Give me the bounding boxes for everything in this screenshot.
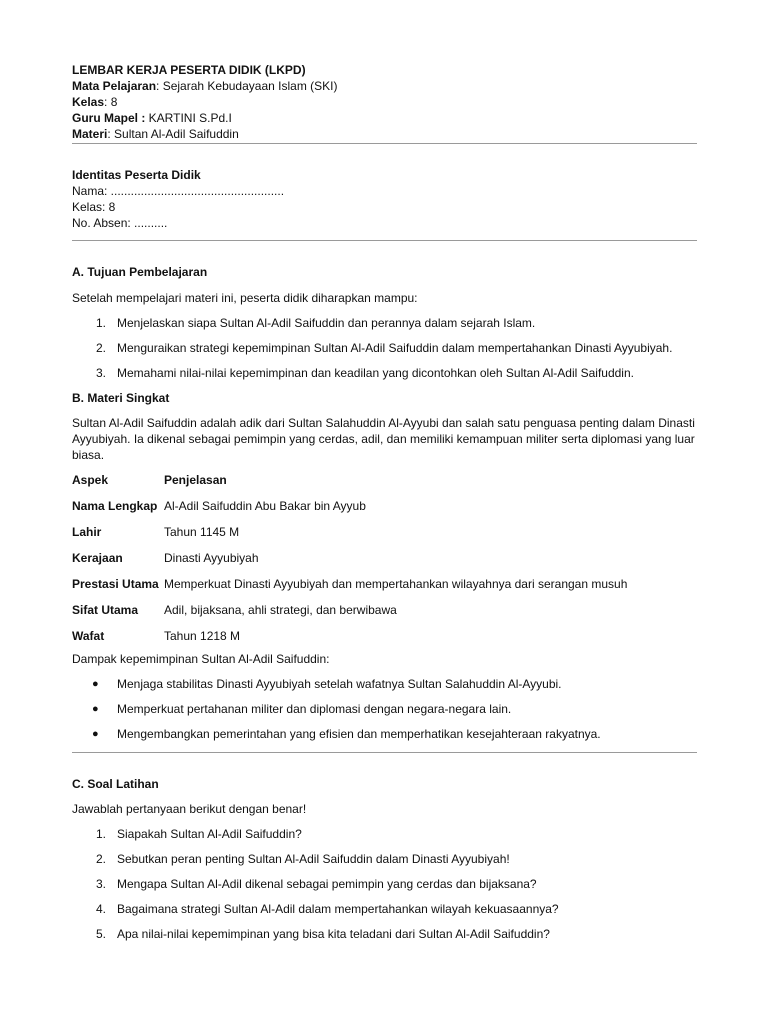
list-number: 2.: [96, 852, 107, 866]
table-cell-aspek: Sifat Utama: [72, 603, 139, 617]
soal-title: C. Soal Latihan: [72, 777, 159, 791]
table-cell-aspek: Kerajaan: [72, 551, 123, 565]
table-row: [72, 576, 627, 602]
bullet-icon: ●: [92, 728, 99, 740]
list-number: 5.: [96, 927, 107, 941]
list-number: 2.: [96, 341, 107, 355]
table-cell-aspek: Wafat: [72, 629, 105, 643]
list-text: Memperkuat pertahanan militer dan diplomasi dengan negara-negara lain.: [117, 702, 512, 716]
list-item: [72, 876, 697, 892]
bullet-icon: ●: [92, 703, 99, 715]
soal-intro: Jawablah pertanyaan berikut dengan benar!: [72, 802, 307, 816]
document-content: [72, 62, 697, 942]
table-cell-penjelasan: Al-Adil Saifuddin Abu Bakar bin Ayyub: [164, 499, 366, 513]
divider: [72, 752, 697, 753]
list-item: [72, 315, 697, 331]
table-cell-penjelasan: Dinasti Ayyubiyah: [164, 551, 259, 565]
mapel-line: [72, 78, 697, 94]
list-item: [72, 901, 697, 917]
table-cell-aspek: Nama Lengkap: [72, 499, 158, 513]
list-text: Menjaga stabilitas Dinasti Ayyubiyah setelah wafatnya Sultan Salahuddin Al-Ayyubi.: [117, 677, 562, 691]
list-text: Apa nilai-nilai kepemimpinan yang bisa kita teladani dari Sultan Al-Adil Saifuddin?: [117, 927, 550, 941]
materi-value: : Sultan Al-Adil Saifuddin: [107, 127, 239, 141]
list-text: Mengembangkan pemerintahan yang efisien dan memperhatikan kesejahteraan rakyatnya.: [117, 727, 601, 741]
list-item: [72, 676, 697, 692]
list-number: 3.: [96, 877, 107, 891]
identitas-nama: Nama: ....................................................: [72, 184, 285, 198]
table-header-penjelasan: Penjelasan: [164, 473, 227, 487]
list-item: [72, 726, 697, 742]
list-item: [72, 851, 697, 867]
list-item: [72, 701, 697, 717]
guru-value: KARTINI S.Pd.I: [145, 111, 232, 125]
list-text: Siapakah Sultan Al-Adil Saifuddin?: [117, 827, 302, 841]
mapel-label: Mata Pelajaran: [72, 79, 157, 93]
list-text: Menjelaskan siapa Sultan Al-Adil Saifuddin dan perannya dalam sejarah Islam.: [117, 316, 536, 330]
list-number: 1.: [96, 316, 107, 330]
table-row: [72, 524, 627, 550]
mapel-value: : Sejarah Kebudayaan Islam (SKI): [156, 79, 338, 93]
table-cell-aspek: Lahir: [72, 525, 102, 539]
table-cell-penjelasan: Tahun 1145 M: [164, 525, 240, 539]
list-number: 3.: [96, 366, 107, 380]
divider: [72, 240, 697, 241]
list-item: [72, 365, 697, 381]
table-row: [72, 498, 627, 524]
table-row: [72, 550, 627, 576]
table-row: [72, 602, 627, 628]
dampak-intro: Dampak kepemimpinan Sultan Al-Adil Saifuddin:: [72, 652, 330, 666]
dampak-list: [72, 676, 697, 742]
table-cell-penjelasan: Adil, bijaksana, ahli strategi, dan berwibawa: [164, 603, 397, 617]
kelas-label: Kelas: [72, 95, 105, 109]
kelas-value: : 8: [104, 95, 118, 109]
table-header-aspek: Aspek: [72, 473, 109, 487]
tujuan-title: A. Tujuan Pembelajaran: [72, 265, 208, 279]
divider: [72, 143, 697, 144]
bullet-icon: ●: [92, 678, 99, 690]
tujuan-intro: Setelah mempelajari materi ini, peserta didik diharapkan mampu:: [72, 291, 418, 305]
tujuan-list: [72, 315, 697, 381]
guru-line: [72, 110, 697, 126]
materi-label: Materi: [72, 127, 108, 141]
list-text: Memahami nilai-nilai kepemimpinan dan keadilan yang dicontohkan oleh Sultan Al-Adil Saifuddin.: [117, 366, 634, 380]
soal-list: [72, 826, 697, 942]
table-header-row: [72, 472, 627, 498]
list-text: Mengapa Sultan Al-Adil dikenal sebagai pemimpin yang cerdas dan bijaksana?: [117, 877, 537, 891]
list-number: 4.: [96, 902, 107, 916]
table-cell-aspek: Prestasi Utama: [72, 577, 159, 591]
materi-paragraph: Sultan Al-Adil Saifuddin adalah adik dari Sultan Salahuddin Al-Ayyubi dan salah satu penguasa penting dalam Dinasti Ayyubiyah. Ia dikenal sebagai pemimpin yang cerdas, adil, dan memiliki kemampuan militer serta diplomasi yang luar biasa.: [72, 416, 695, 462]
kelas-line: [72, 94, 697, 110]
document-title: LEMBAR KERJA PESERTA DIDIK (LKPD): [72, 63, 306, 77]
table-cell-penjelasan: Tahun 1218 M: [164, 629, 241, 643]
materi-line: [72, 126, 697, 142]
list-item: [72, 340, 697, 356]
guru-label: Guru Mapel :: [72, 111, 146, 125]
materi-table: [72, 472, 627, 654]
list-item: [72, 826, 697, 842]
identitas-title: Identitas Peserta Didik: [72, 168, 201, 182]
identitas-kelas: Kelas: 8: [72, 200, 116, 214]
table-cell-penjelasan: Memperkuat Dinasti Ayyubiyah dan mempertahankan wilayahnya dari serangan musuh: [164, 577, 628, 591]
list-number: 1.: [96, 827, 107, 841]
identitas-absen: No. Absen: ..........: [72, 216, 168, 230]
list-text: Bagaimana strategi Sultan Al-Adil dalam mempertahankan wilayah kekuasaannya?: [117, 902, 559, 916]
list-item: [72, 926, 697, 942]
materi-title: B. Materi Singkat: [72, 391, 170, 405]
list-text: Sebutkan peran penting Sultan Al-Adil Saifuddin dalam Dinasti Ayyubiyah!: [117, 852, 510, 866]
list-text: Menguraikan strategi kepemimpinan Sultan Al-Adil Saifuddin dalam mempertahankan Dinasti Ayyubiyah.: [117, 341, 673, 355]
